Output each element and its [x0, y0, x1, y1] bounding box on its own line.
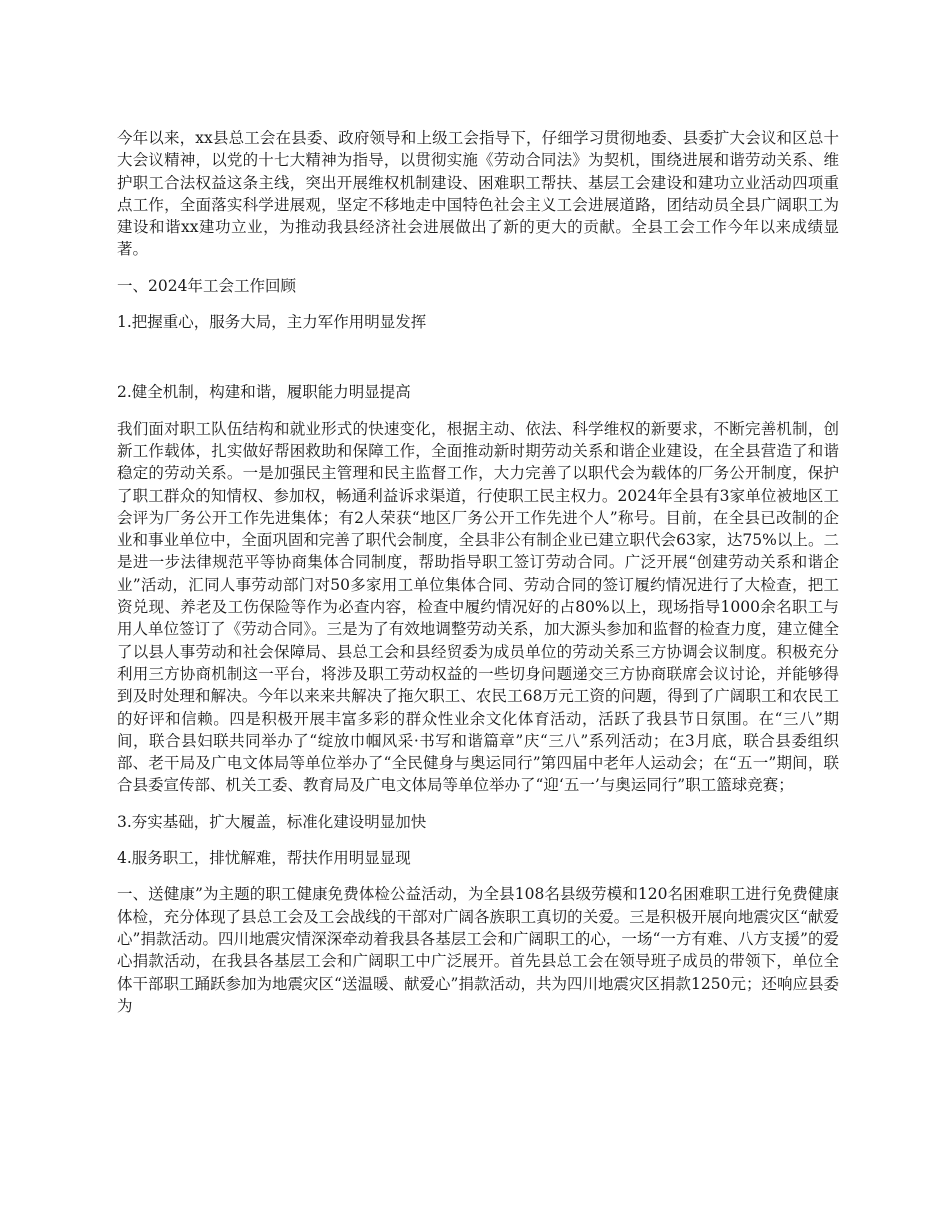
item-2-heading: 2.健全机制，构建和谐，履职能力明显提高 [117, 383, 411, 402]
section-heading: 一、2024年工会工作回顾 [117, 276, 296, 295]
item-1-heading: 1.把握重心，服务大局，主力军作用明显发挥 [117, 313, 427, 332]
item-4-body: 一、送健康”为主题的职工健康免费体检公益活动，为全县108名县级劳模和120名困难职工进行免费健康体检，充分体现了县总工会及工会战线的干部对广阔各族职工真切的关爱。三是积极开展向地震灾区“献爱心”捐款活动。四川地震灾情深深牵动着我县各基层工会和广阔职工的心，一场“一方有难、八方支援”的爱心捐款活动，在我县各基层工会和广阔职工中广泛展开。首先县总工会在领导班子成员的带领下，单位全体干部职工踊跃参加为地震灾区“送温暖、献爱心”捐款活动，共为四川地震灾区捐款1250元；还响应县委为 [117, 885, 839, 1015]
document-page [117, 127, 839, 1031]
item-4-heading: 4.服务职工，排忧解难，帮扶作用明显显现 [117, 849, 411, 868]
item-3-heading: 3.夯实基础，扩大履盖，标准化建设明显加快 [117, 812, 427, 831]
item-2-body: 我们面对职工队伍结构和就业形式的快速变化，根据主动、依法、科学维权的新要求，不断完善机制，创新工作载体，扎实做好帮困救助和保障工作，全面推动新时期劳动关系和谐企业建设，在全县营造了和谐稳定的劳动关系。一是加强民主管理和民主监督工作，大力完善了以职代会为载体的厂务公开制度，保护了职工群众的知情权、参加权，畅通利益诉求渠道，行使职工民主权力。2024年全县有3家单位被地区工会评为厂务公开工作先进集体；有2人荣获“地区厂务公开工作先进个人”称号。目前，在全县已改制的企业和事业单位中，全面巩固和完善了职代会制度，全县非公有制企业已建立职代会63家，达75%以上。二是进一步法律规范平等协商集体合同制度，帮助指导职工签订劳动合同。广泛开展“创建劳动关系和谐企业”活动，汇同人事劳动部门对50多家用工单位集体合同、劳动合同的签订履约情况进行了大检查，把工资兑现、养老及工伤保险等作为必查内容，检查中履约情况好的占80%以上，现场指导1000余名职工与用人单位签订了《劳动合同》。三是为了有效地调整劳动关系，加大源头参加和监督的检查力度，建立健全了以县人事劳动和社会保障局、县总工会和县经贸委为成员单位的劳动关系三方协调会议制度。积极充分利用三方协商机制这一平台，将涉及职工劳动权益的一些切身问题递交三方协商联席会议讨论，并能够得到及时处理和解决。今年以来来共解决了拖欠职工、农民工68万元工资的问题，得到了广阔职工和农民工的好评和信赖。四是积极开展丰富多彩的群众性业余文化体育活动，活跃了我县节日氛围。在“三八”期间，联合县妇联共同举办了“绽放巾帼风采·书写和谐篇章”庆“三八”系列活动；在3月底，联合县委组织部、老干局及广电文体局等单位举办了“全民健身与奥运同行”第四届中老年人运动会；在“五一”期间，联合县委宣传部、机关工委、教育局及广电文体局等单位举办了“迎‘五一’与奥运同行”职工篮球竞赛； [117, 419, 839, 795]
intro-paragraph: 今年以来，xx县总工会在县委、政府领导和上级工会指导下，仔细学习贯彻地委、县委扩大会议和区总十大会议精神，以党的十七大精神为指导，以贯彻实施《劳动合同法》为契机，围绕进展和谐劳动关系、维护职工合法权益这条主线，突出开展维权机制建设、困难职工帮扶、基层工会建设和建功立业活动四项重点工作，全面落实科学进展观，坚定不移地走中国特色社会主义工会进展道路，团结动员全县广阔职工为建设和谐xx建功立业，为推动我县经济社会进展做出了新的更大的贡献。全县工会工作今年以来成绩显著。 [117, 129, 839, 259]
blank-gap [117, 347, 839, 381]
